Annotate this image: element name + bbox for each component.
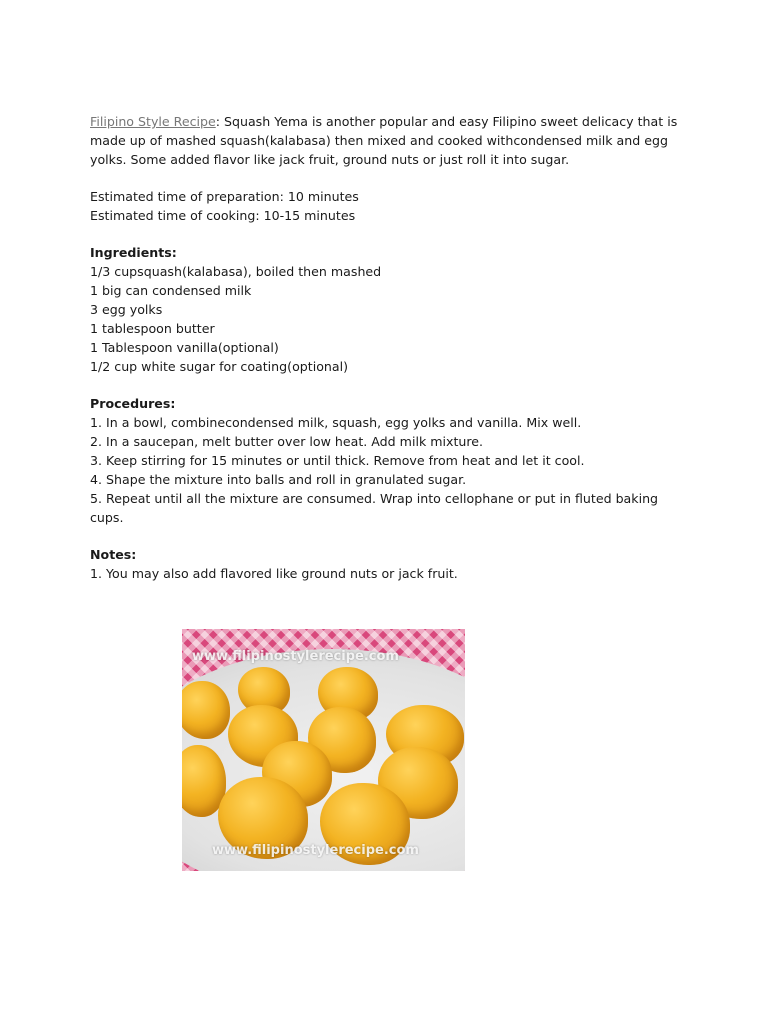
procedure-step-5: 5. Repeat until all the mixture are consumed. Wrap into cellophane or put in fluted baking <box>90 491 659 506</box>
procedure-step-5-cont: cups. <box>90 510 124 525</box>
cook-time: Estimated time of cooking: 10-15 minutes <box>90 208 356 223</box>
procedures-section <box>90 394 690 527</box>
squash-yema-photo <box>182 629 465 871</box>
prep-time: Estimated time of preparation: 10 minutes <box>90 189 359 204</box>
note-item: 1. You may also add flavored like ground nuts or jack fruit. <box>90 566 458 581</box>
intro-line-3: yolks. Some added flavor like jack fruit, ground nuts or just roll it into sugar. <box>90 152 570 167</box>
ingredient-item: 3 egg yolks <box>90 302 163 317</box>
recipe-source-link[interactable]: Filipino Style Recipe <box>90 114 216 129</box>
procedure-step: 3. Keep stirring for 15 minutes or until thick. Remove from heat and let it cool. <box>90 453 585 468</box>
time-estimates <box>90 187 690 225</box>
ingredients-section <box>90 243 690 376</box>
procedure-step: 4. Shape the mixture into balls and roll in granulated sugar. <box>90 472 467 487</box>
notes-section <box>90 545 690 583</box>
watermark-top: www.filipinostylerecipe.com <box>192 649 399 664</box>
ingredient-item: 1/3 cupsquash(kalabasa), boiled then mashed <box>90 264 382 279</box>
intro-line-2: made up of mashed squash(kalabasa) then mixed and cooked withcondensed milk and egg <box>90 133 668 148</box>
ingredient-item: 1 tablespoon butter <box>90 321 215 336</box>
watermark-bottom: www.filipinostylerecipe.com <box>212 843 419 858</box>
ingredient-item: 1/2 cup white sugar for coating(optional) <box>90 359 349 374</box>
procedure-step: 2. In a saucepan, melt butter over low heat. Add milk mixture. <box>90 434 484 449</box>
ingredients-heading: Ingredients: <box>90 245 177 260</box>
notes-heading: Notes: <box>90 547 137 562</box>
intro-line-1: : Squash Yema is another popular and easy Filipino sweet delicacy that is <box>215 114 678 129</box>
yema-ball <box>182 681 230 739</box>
procedure-step: 1. In a bowl, combinecondensed milk, squash, egg yolks and vanilla. Mix well. <box>90 415 582 430</box>
procedures-heading: Procedures: <box>90 396 176 411</box>
ingredient-item: 1 Tablespoon vanilla(optional) <box>90 340 279 355</box>
recipe-document <box>90 112 690 583</box>
intro-paragraph <box>90 112 690 169</box>
ingredient-item: 1 big can condensed milk <box>90 283 252 298</box>
